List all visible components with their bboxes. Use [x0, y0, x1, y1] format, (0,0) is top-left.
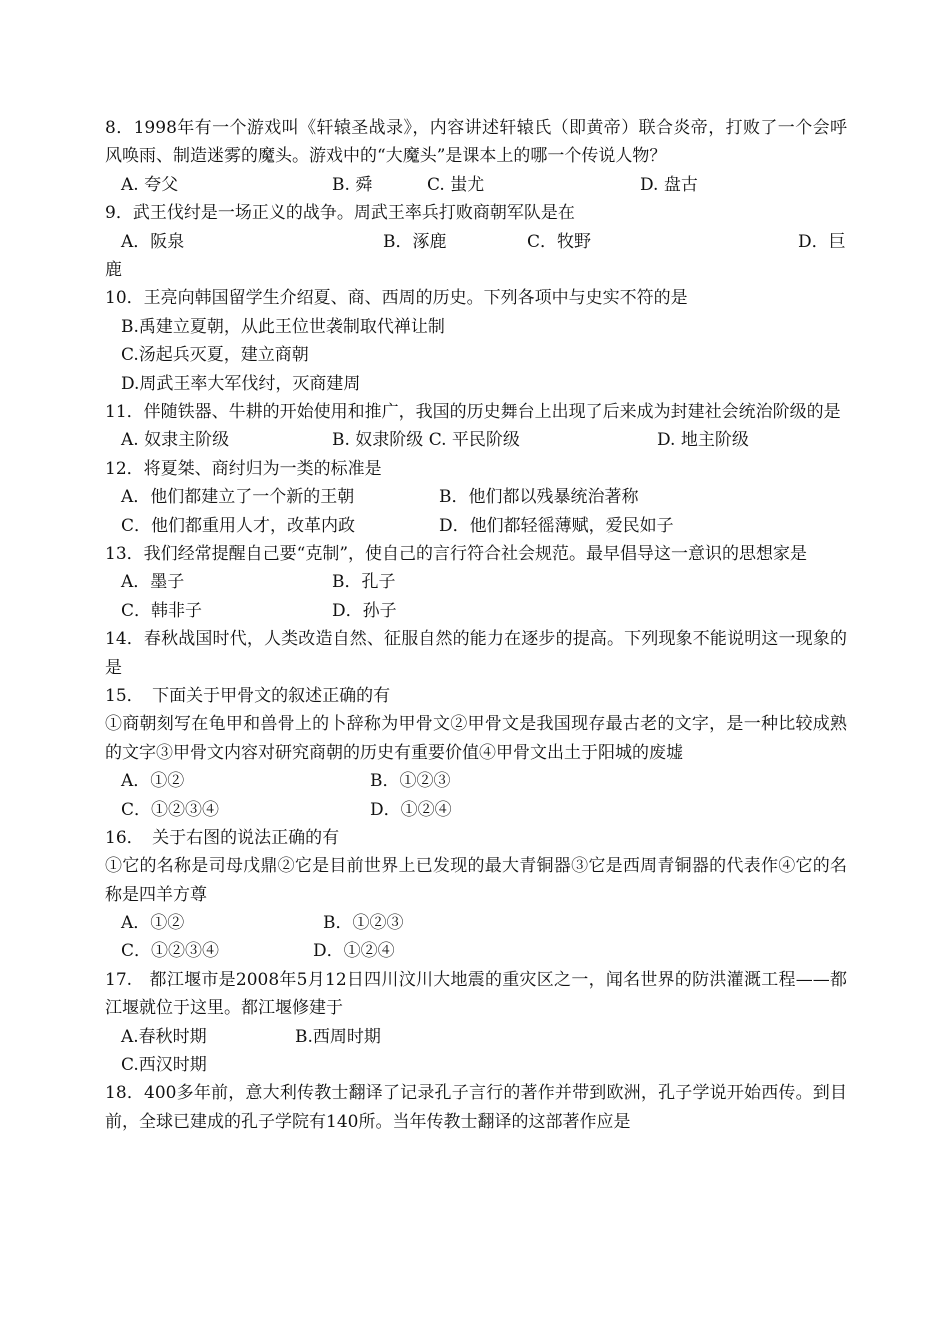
q8-option-c: C. 蚩尤: [427, 174, 485, 195]
question-10-stem: 10．王亮向韩国留学生介绍夏、商、西周的历史。下列各项中与史实不符的是: [105, 288, 688, 309]
question-16-body: ①它的名称是司母戊鼎②它是目前世界上已发现的最大青铜器③它是西周青铜器的代表作④它的名称是四羊方尊: [105, 856, 847, 905]
question-9-stem: 9．武王伐纣是一场正义的战争。周武王率兵打败商朝军队是在: [105, 203, 575, 224]
question-8-options: [105, 171, 847, 199]
q13-option-c: C．韩非子: [121, 600, 203, 621]
question-16-stem: 16． 关于右图的说法正确的有: [105, 827, 340, 848]
question-8-stem: 8．1998年有一个游戏叫《轩辕圣战录》，内容讲述轩辕氏（即黄帝）联合炎帝，打败了一个会呼风唤雨、制造迷雾的魔头。游戏中的“大魔头”是课本上的哪一个传说人物？: [105, 118, 847, 167]
question-11-stem: 11．伴随铁器、牛耕的开始使用和推广，我国的历史舞台上出现了后来成为封建社会统治阶级的是: [105, 401, 841, 422]
question-16-options-row1: [105, 909, 847, 937]
q13-option-a: A．墨子: [121, 572, 185, 593]
q17-option-b: B.西周时期: [295, 1026, 381, 1047]
q9-option-d: D．巨: [798, 231, 846, 252]
question-17-stem: 17. 都江堰市是2008年5月12日四川汶川大地震的重灾区之一，闻名世界的防洪灌溉工程——都江堰就位于这里。都江堰修建于: [105, 969, 847, 1019]
question-12-stem: 12．将夏桀、商纣归为一类的标准是: [105, 458, 382, 479]
q12-option-a: A．他们都建立了一个新的王朝: [121, 487, 355, 508]
question-13-options-row1: [105, 568, 847, 596]
q9-option-c: C．牧野: [527, 231, 592, 252]
question-17-options-row1: [105, 1023, 847, 1051]
q9-option-a: A．阪泉: [121, 231, 185, 252]
q12-option-b: B．他们都以残暴统治著称: [439, 487, 639, 508]
q15-option-c: C．①②③④: [121, 799, 220, 820]
question-13-options-row2: [105, 597, 847, 625]
q8-option-a: A. 夸父: [121, 174, 179, 195]
question-13-stem: 13．我们经常提醒自己要“克制”，使自己的言行符合社会规范。最早倡导这一意识的思想家是: [105, 543, 808, 564]
q11-option-bc: B. 奴隶阶级 C. 平民阶级: [332, 430, 520, 451]
question-16-options-row2: [105, 937, 847, 965]
q17-option-c: C.西汉时期: [121, 1055, 207, 1076]
q10-option-d: D.周武王率大军伐纣，灭商建周: [121, 373, 361, 394]
question-18-stem: 18．400多年前，意大利传教士翻译了记录孔子言行的著作并带到欧洲，孔子学说开始西传。到目前，全球已建成的孔子学院有140所。当年传教士翻译的这部著作应是: [105, 1083, 847, 1132]
q15-option-a: A．①②: [121, 771, 185, 792]
question-15-stem: 15． 下面关于甲骨文的叙述正确的有: [105, 685, 391, 706]
q13-option-d: D．孙子: [332, 600, 397, 621]
q13-option-b: B．孔子: [332, 572, 396, 593]
q8-option-d: D. 盘古: [640, 174, 698, 195]
question-12-options-row2: [105, 512, 847, 540]
question-11-options: [105, 426, 847, 454]
q17-option-a: A.春秋时期: [121, 1026, 207, 1047]
question-12-options-row1: [105, 483, 847, 511]
q16-option-b: B．①②③: [323, 913, 404, 934]
q11-option-d: D. 地主阶级: [657, 430, 749, 451]
q16-option-d: D．①②④: [313, 941, 395, 962]
q8-option-b: B. 舜: [332, 174, 373, 195]
q12-option-d: D．他们都轻徭薄赋，爱民如子: [439, 515, 674, 536]
q15-option-b: B．①②③: [370, 771, 451, 792]
q10-option-c: C.汤起兵灭夏，建立商朝: [121, 345, 309, 366]
q12-option-c: C．他们都重用人才，改革内政: [121, 515, 356, 536]
question-15-options-row1: [105, 767, 847, 795]
q9-option-d-wrap: 鹿: [105, 259, 122, 280]
q11-option-a: A. 奴隶主阶级: [121, 430, 230, 451]
q9-option-b: B．涿鹿: [383, 231, 447, 252]
question-15-options-row2: [105, 796, 847, 824]
question-9-options: [105, 228, 847, 256]
q15-option-d: D．①②④: [370, 799, 452, 820]
q10-option-b: B.禹建立夏朝，从此王位世袭制取代禅让制: [121, 316, 445, 337]
q16-option-a: A．①②: [121, 913, 185, 934]
question-15-body: ①商朝刻写在龟甲和兽骨上的卜辞称为甲骨文②甲骨文是我国现存最古老的文字，是一种比较成熟的文字③甲骨文内容对研究商朝的历史有重要价值④甲骨文出土于阳城的废墟: [105, 714, 847, 763]
exam-page: [105, 114, 847, 1136]
q16-option-c: C．①②③④: [121, 941, 220, 962]
question-14-stem: 14．春秋战国时代，人类改造自然、征服自然的能力在逐步的提高。下列现象不能说明这一现象的是: [105, 629, 847, 678]
